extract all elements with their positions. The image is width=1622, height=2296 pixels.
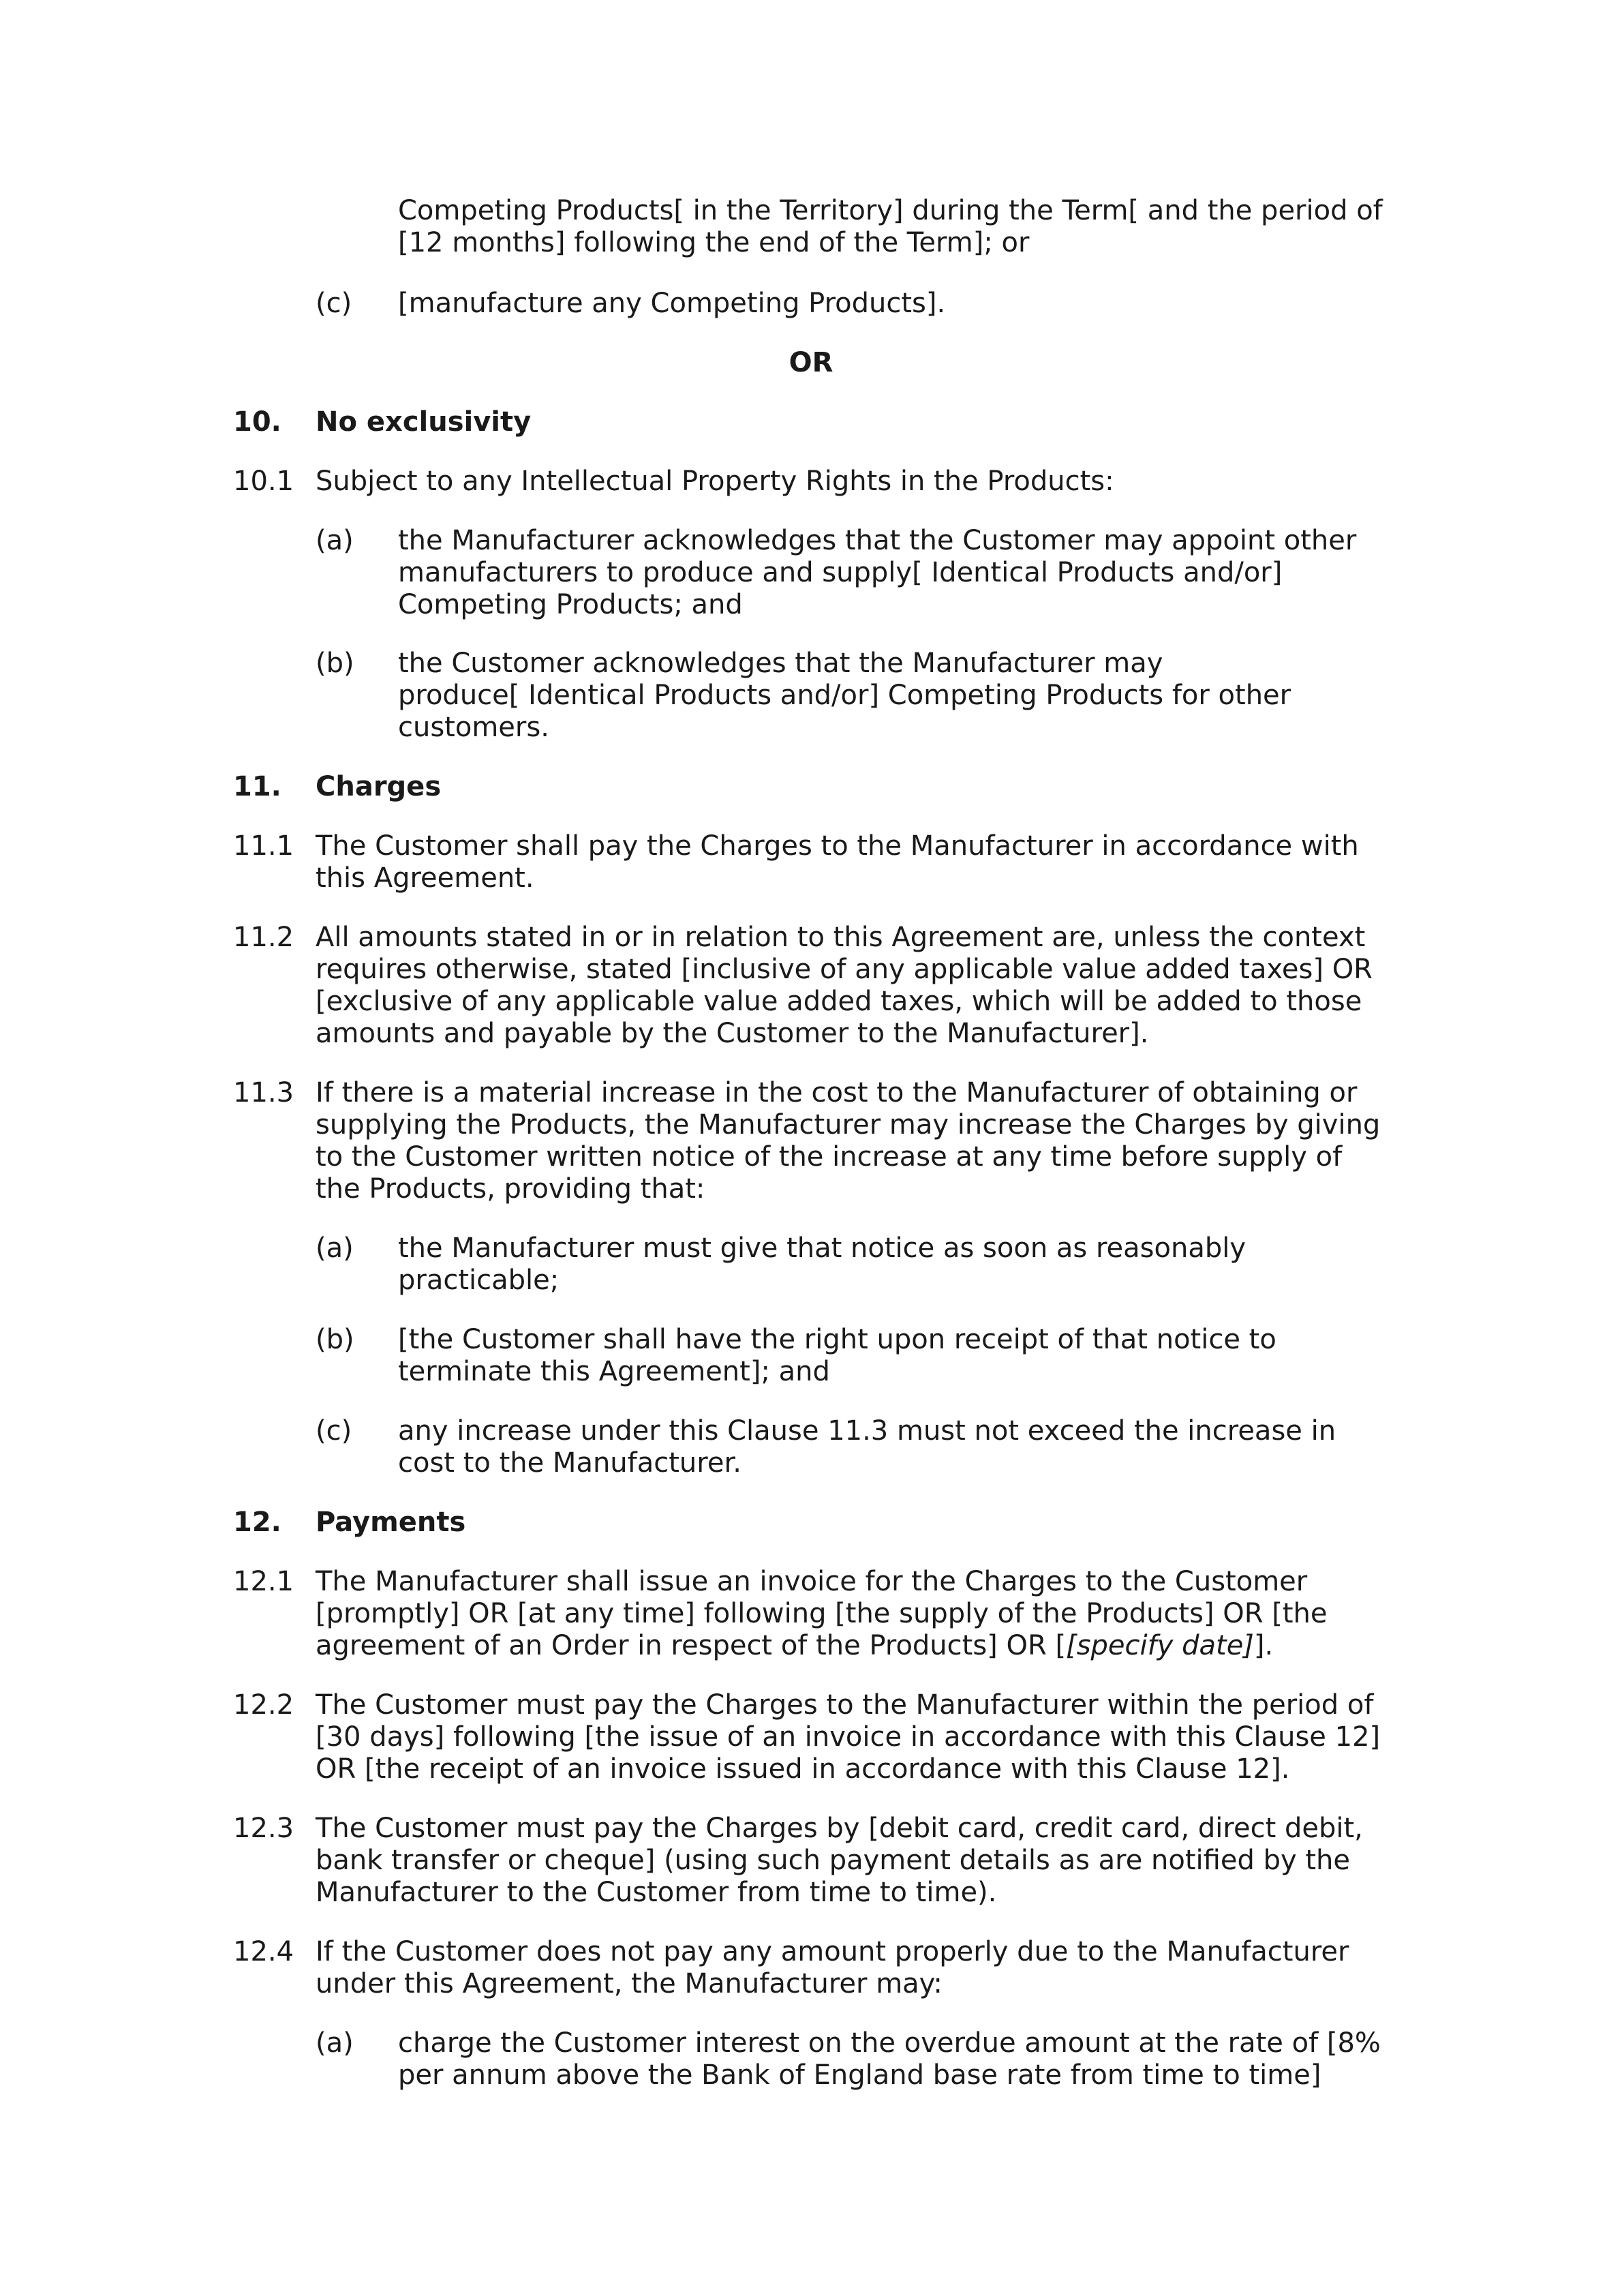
clause-11-3-line-1: If there is a material increase in the cost to the Manufacturer of obtaining or: [316, 1077, 1358, 1108]
clause-12-1-line-3-pre: agreement of an Order in respect of the Products] OR [: [316, 1630, 1067, 1661]
clause-12-4-a-label: (a): [316, 2027, 354, 2059]
clause-11-1-number: 11.1: [233, 830, 294, 862]
clause-11-3-line-4: the Products, providing that:: [316, 1173, 705, 1205]
clause-11-2-line-3: [exclusive of any applicable value added taxes, which will be added to those: [316, 986, 1362, 1017]
clause-11-3-a-label: (a): [316, 1233, 354, 1264]
clause-11-2-line-4: amounts and payable by the Customer to the Manufacturer].: [316, 1018, 1149, 1049]
section-10-heading: No exclusivity: [316, 406, 532, 438]
clause-10-1-a-label: (a): [316, 525, 354, 556]
section-10-number: 10.: [233, 406, 281, 438]
clause-11-3-c-label: (c): [316, 1415, 352, 1447]
section-11-number: 11.: [233, 771, 281, 802]
clause-10-1-b-label: (b): [316, 648, 354, 679]
clause-10-1-a-line-2: manufacturers to produce and supply[ Identical Products and/or]: [398, 557, 1283, 588]
clause-10-1-a-line-3: Competing Products; and: [398, 589, 743, 620]
clause-10-1-a-line-1: the Manufacturer acknowledges that the Customer may appoint other: [398, 525, 1357, 556]
clause-12-1-line-3: [316, 1630, 1273, 1661]
clause-10-1-b-line-2: produce[ Identical Products and/or] Competing Products for other: [398, 680, 1291, 711]
clause-11-3-a-line-2: practicable;: [398, 1265, 560, 1296]
section-12-heading: Payments: [316, 1507, 466, 1538]
clause-11-3-b-label: (b): [316, 1324, 354, 1355]
clause-12-1-line-3-post: ].: [1253, 1630, 1274, 1661]
clause-12-4-line-2: under this Agreement, the Manufacturer may:: [316, 1968, 943, 1999]
clause-12-4-line-1: If the Customer does not pay any amount properly due to the Manufacturer: [316, 1936, 1349, 1967]
clause-10-1-b-line-1: the Customer acknowledges that the Manufacturer may: [398, 648, 1163, 679]
clause-10-1-number: 10.1: [233, 466, 294, 497]
item-c-text: [manufacture any Competing Products].: [398, 288, 946, 319]
clause-11-3-c-line-2: cost to the Manufacturer.: [398, 1447, 741, 1479]
clause-12-3-line-2: bank transfer or cheque] (using such payment details as are notified by the: [316, 1845, 1350, 1876]
clause-11-3-c-line-1: any increase under this Clause 11.3 must not exceed the increase in: [398, 1415, 1336, 1447]
clause-12-1-number: 12.1: [233, 1566, 294, 1597]
clause-12-4-a-line-2: per annum above the Bank of England base rate from time to time]: [398, 2059, 1321, 2091]
section-12-number: 12.: [233, 1507, 281, 1538]
clause-11-3-number: 11.3: [233, 1077, 294, 1108]
clause-12-2-number: 12.2: [233, 1689, 294, 1721]
clause-11-3-line-3: to the Customer written notice of the increase at any time before supply of: [316, 1141, 1343, 1173]
section-11-heading: Charges: [316, 771, 442, 802]
clause-10-1-b-line-3: customers.: [398, 712, 549, 743]
clause-12-1-line-1: The Manufacturer shall issue an invoice for the Charges to the Customer: [316, 1566, 1308, 1597]
clause-11-3-a-line-1: the Manufacturer must give that notice as soon as reasonably: [398, 1233, 1246, 1264]
clause-10-1-text: Subject to any Intellectual Property Rights in the Products:: [316, 466, 1114, 497]
clause-12-1-specify-date: [specify date]: [1066, 1630, 1254, 1661]
or-separator: OR: [789, 347, 833, 378]
clause-11-1-line-1: The Customer shall pay the Charges to the Manufacturer in accordance with: [316, 830, 1359, 862]
clause-12-3-number: 12.3: [233, 1813, 294, 1844]
continuation-line-2: [12 months] following the end of the Term]; or: [398, 227, 1030, 258]
item-c-label: (c): [316, 288, 352, 319]
clause-11-3-b-line-1: [the Customer shall have the right upon receipt of that notice to: [398, 1324, 1276, 1355]
clause-11-1-line-2: this Agreement.: [316, 862, 534, 894]
clause-12-4-a-line-1: charge the Customer interest on the overdue amount at the rate of [8%: [398, 2027, 1381, 2059]
clause-12-3-line-3: Manufacturer to the Customer from time to time).: [316, 1877, 997, 1908]
clause-12-2-line-1: The Customer must pay the Charges to the Manufacturer within the period of: [316, 1689, 1374, 1721]
clause-12-2-line-3: OR [the receipt of an invoice issued in accordance with this Clause 12].: [316, 1753, 1290, 1785]
clause-12-2-line-2: [30 days] following [the issue of an invoice in accordance with this Clause 12]: [316, 1721, 1381, 1753]
clause-11-2-number: 11.2: [233, 922, 294, 953]
continuation-line-1: Competing Products[ in the Territory] during the Term[ and the period of: [398, 195, 1383, 226]
clause-12-1-line-2: [promptly] OR [at any time] following [the supply of the Products] OR [the: [316, 1598, 1328, 1629]
clause-12-3-line-1: The Customer must pay the Charges by [debit card, credit card, direct debit,: [316, 1813, 1363, 1844]
clause-12-4-number: 12.4: [233, 1936, 294, 1967]
clause-11-2-line-1: All amounts stated in or in relation to this Agreement are, unless the context: [316, 922, 1366, 953]
clause-11-3-line-2: supplying the Products, the Manufacturer may increase the Charges by giving: [316, 1109, 1381, 1141]
clause-11-2-line-2: requires otherwise, stated [inclusive of any applicable value added taxes] OR: [316, 954, 1373, 985]
clause-11-3-b-line-2: terminate this Agreement]; and: [398, 1356, 830, 1387]
